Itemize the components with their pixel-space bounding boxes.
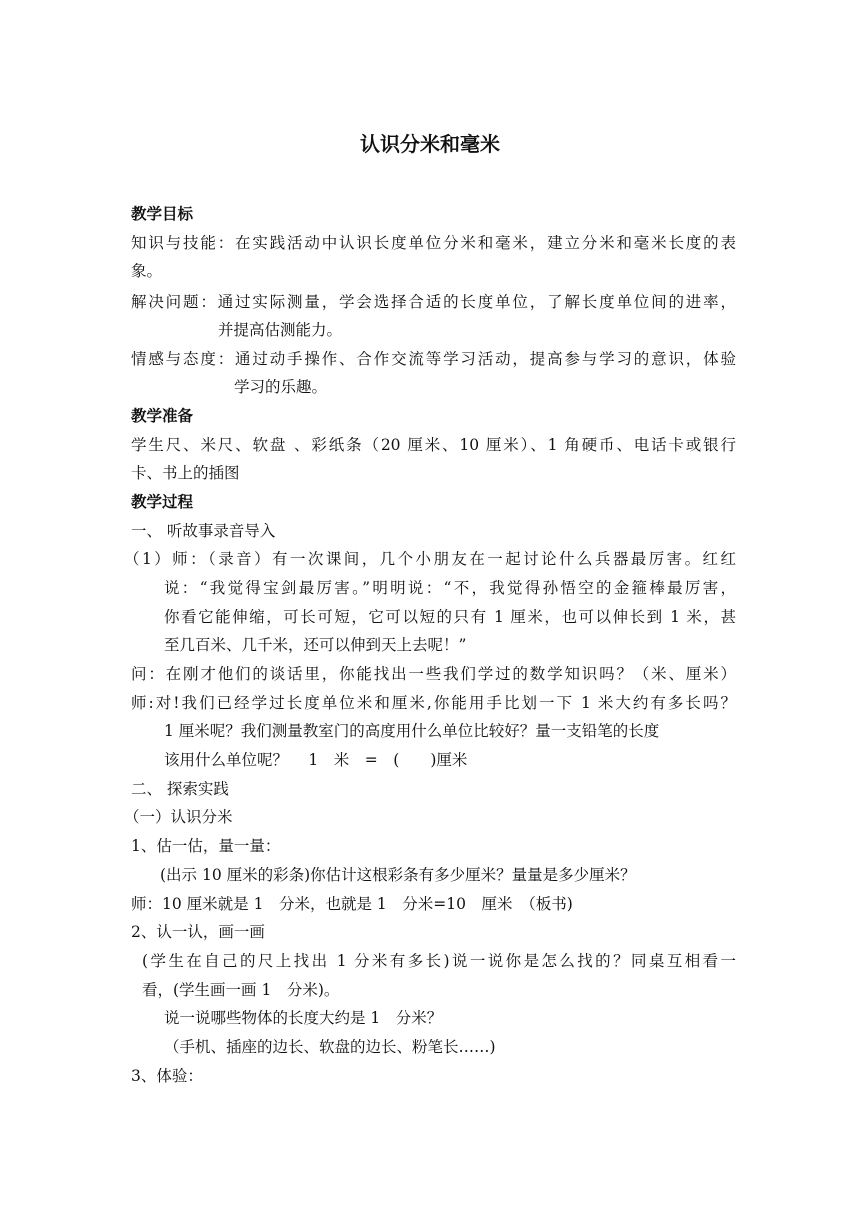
subsection-heading: （一）认识分米 (124, 808, 233, 826)
list-item: 2、认一认，画一画 (131, 923, 265, 941)
paragraph-line: 说：“我觉得宝剑最厉害。”明明说：“不，我觉得孙悟空的金箍棒最厉害， (164, 579, 736, 597)
list-item: 1、估一估，量一量： (131, 837, 281, 855)
paragraph-line: 至几百米、几千米，还可以伸到天上去呢！” (164, 636, 467, 654)
page-title: 认识分米和毫米 (360, 132, 500, 156)
paragraph-line: 该用什么单位呢？ 1 米 = ( )厘米 (164, 751, 468, 769)
paragraph-line: 1 厘米呢？我们测量教室门的高度用什么单位比较好？量一支铅笔的长度 (164, 722, 660, 740)
section-heading: 二、 探索实践 (131, 780, 229, 798)
paragraph-line: 学生尺、米尺、软盘 、彩纸条（20 厘米、10 厘米）、1 角硬币、电话卡或银行 (131, 436, 736, 454)
heading-teaching-goals: 教学目标 (131, 205, 194, 223)
heading-teaching-preparation: 教学准备 (131, 407, 194, 425)
paragraph-line: 解决问题：通过实际测量，学会选择合适的长度单位，了解长度单位间的进率， (131, 293, 736, 311)
paragraph-line: 象。 (131, 262, 163, 280)
heading-teaching-process: 教学过程 (131, 493, 194, 511)
paragraph-line: (出示 10 厘米的彩条)你估计这根彩条有多少厘米？量量是多少厘米？ (160, 866, 636, 884)
paragraph-line: 学习的乐趣。 (234, 378, 328, 396)
paragraph-line: 看，(学生画一画 1 分米)。 (142, 981, 340, 999)
section-heading: 一、 听故事录音导入 (131, 522, 276, 540)
paragraph-line: 你看它能伸缩，可长可短，它可以短的只有 1 厘米，也可以伸长到 1 米，甚 (164, 608, 736, 626)
paragraph-line: 说一说哪些物体的长度大约是 1 分米？ (164, 1009, 443, 1027)
paragraph-line: 问：在刚才他们的谈话里，你能找出一些我们学过的数学知识吗？（米、厘米） (131, 665, 736, 683)
paragraph-line: (学生在自己的尺上找出 1 分米有多长)说一说你是怎么找的？同桌互相看一 (142, 952, 736, 970)
list-item: 3、体验： (131, 1067, 203, 1085)
paragraph-line: 并提高估测能力。 (218, 321, 343, 339)
paragraph-line: 情感与态度：通过动手操作、合作交流等学习活动，提高参与学习的意识，体验 (131, 350, 736, 368)
paragraph-line: 师：10 厘米就是 1 分米，也就是 1 分米=10 厘米 （板书) (131, 895, 573, 913)
paragraph-line: 师:对!我们已经学过长度单位米和厘米,你能用手比划一下 1 米大约有多长吗？ (131, 694, 736, 712)
paragraph-line: （手机、插座的边长、软盘的边长、粉笔长……) (164, 1038, 496, 1056)
paragraph-line: （1）师：（录音）有一次课间，几个小朋友在一起讨论什么兵器最厉害。红红 (124, 550, 736, 568)
paragraph-line: 卡、书上的插图 (131, 464, 240, 482)
paragraph-line: 知识与技能：在实践活动中认识长度单位分米和毫米，建立分米和毫米长度的表 (131, 234, 736, 252)
